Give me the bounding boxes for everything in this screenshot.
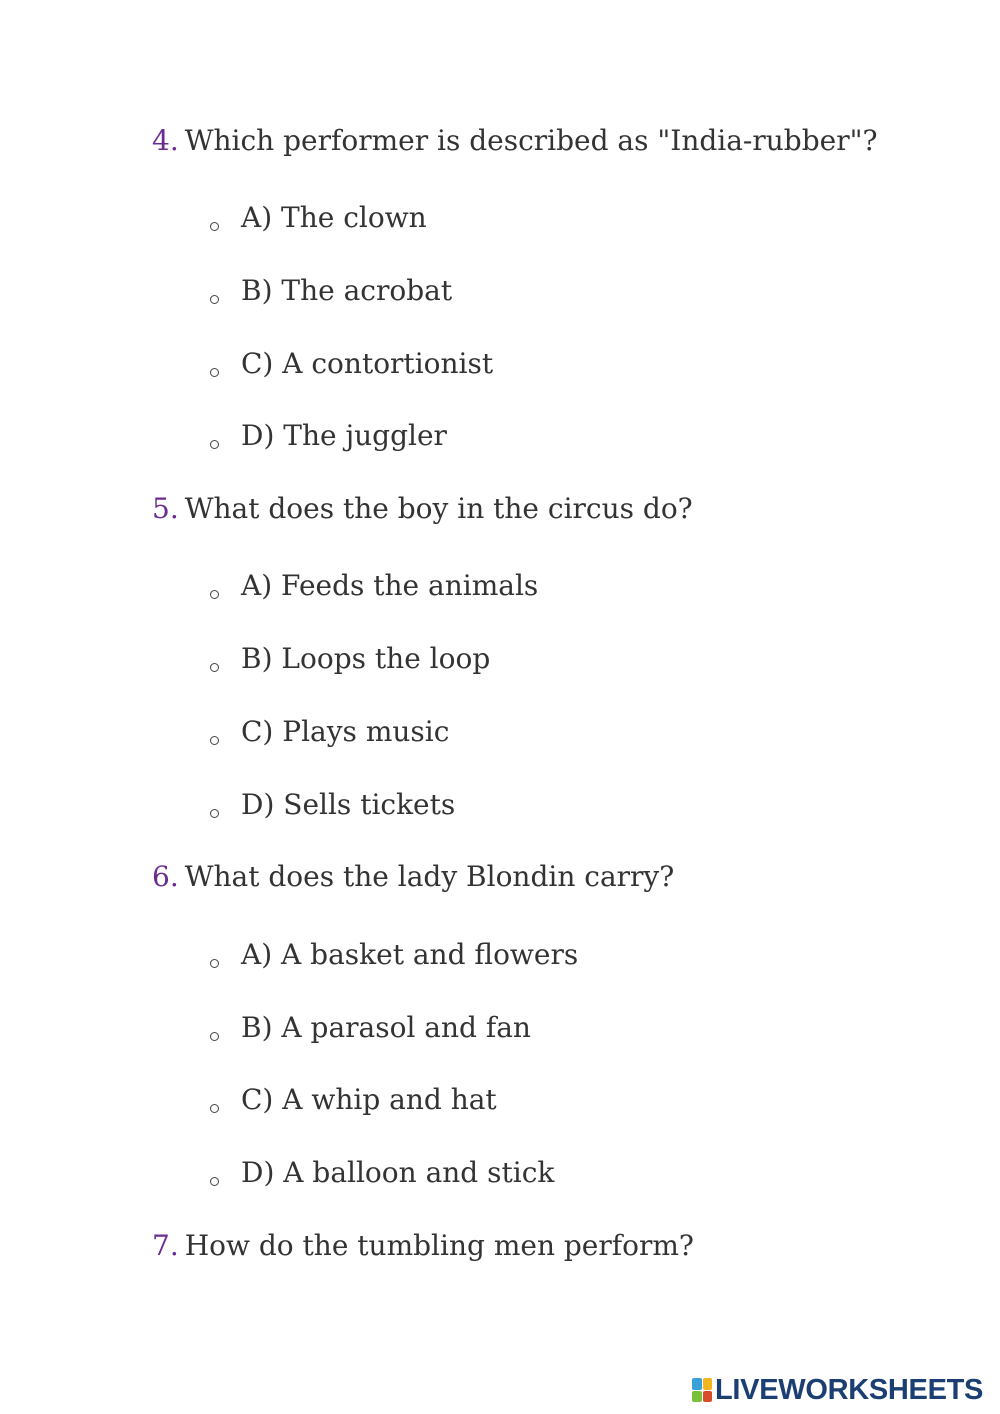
bullet-icon [210,959,219,968]
liveworksheets-logo-icon [692,1378,712,1402]
liveworksheets-logo [692,1375,983,1405]
option-text: C) Plays music [241,715,450,748]
option-6d [210,1156,554,1190]
option-4d [210,419,447,453]
option-text: A) The clown [241,201,427,234]
option-text: D) The juggler [241,419,447,452]
option-4c [210,347,493,381]
option-5d [210,788,455,822]
option-text: B) The acrobat [241,274,453,307]
bullet-icon [210,1032,219,1041]
option-5a [210,569,538,603]
bullet-icon [210,368,219,377]
logo-square [692,1378,702,1390]
option-text: A) Feeds the animals [241,569,539,602]
option-text: A) A basket and flowers [241,938,579,971]
question-4 [152,124,878,158]
question-text: What does the boy in the circus do? [184,492,693,525]
question-text: Which performer is described as "India-rubber"? [184,124,878,157]
question-number: 6. [152,860,179,893]
option-text: C) A contortionist [241,347,494,380]
logo-square [703,1378,713,1390]
question-number: 7. [152,1229,179,1262]
option-text: B) A parasol and fan [241,1011,531,1044]
option-6c [210,1083,497,1117]
option-6a [210,938,578,972]
bullet-icon [210,663,219,672]
question-text: What does the lady Blondin carry? [184,860,675,893]
bullet-icon [210,590,219,599]
question-number: 4. [152,124,179,157]
logo-square [692,1391,702,1403]
bullet-icon [210,222,219,231]
question-number: 5. [152,492,179,525]
bullet-icon [210,1104,219,1113]
bullet-icon [210,440,219,449]
option-5b [210,642,490,676]
bullet-icon [210,295,219,304]
option-4a [210,201,427,235]
question-text: How do the tumbling men perform? [184,1229,694,1262]
option-6b [210,1011,531,1045]
option-text: B) Loops the loop [241,642,491,675]
question-7 [152,1229,694,1263]
logo-square [703,1391,713,1403]
bullet-icon [210,809,219,818]
option-text: D) A balloon and stick [241,1156,555,1189]
question-5 [152,492,693,526]
bullet-icon [210,736,219,745]
question-6 [152,860,674,894]
bullet-icon [210,1177,219,1186]
logo-text: LIVEWORKSHEETS [715,1373,984,1406]
option-text: C) A whip and hat [241,1083,497,1116]
option-4b [210,274,452,308]
option-5c [210,715,449,749]
option-text: D) Sells tickets [241,788,456,821]
